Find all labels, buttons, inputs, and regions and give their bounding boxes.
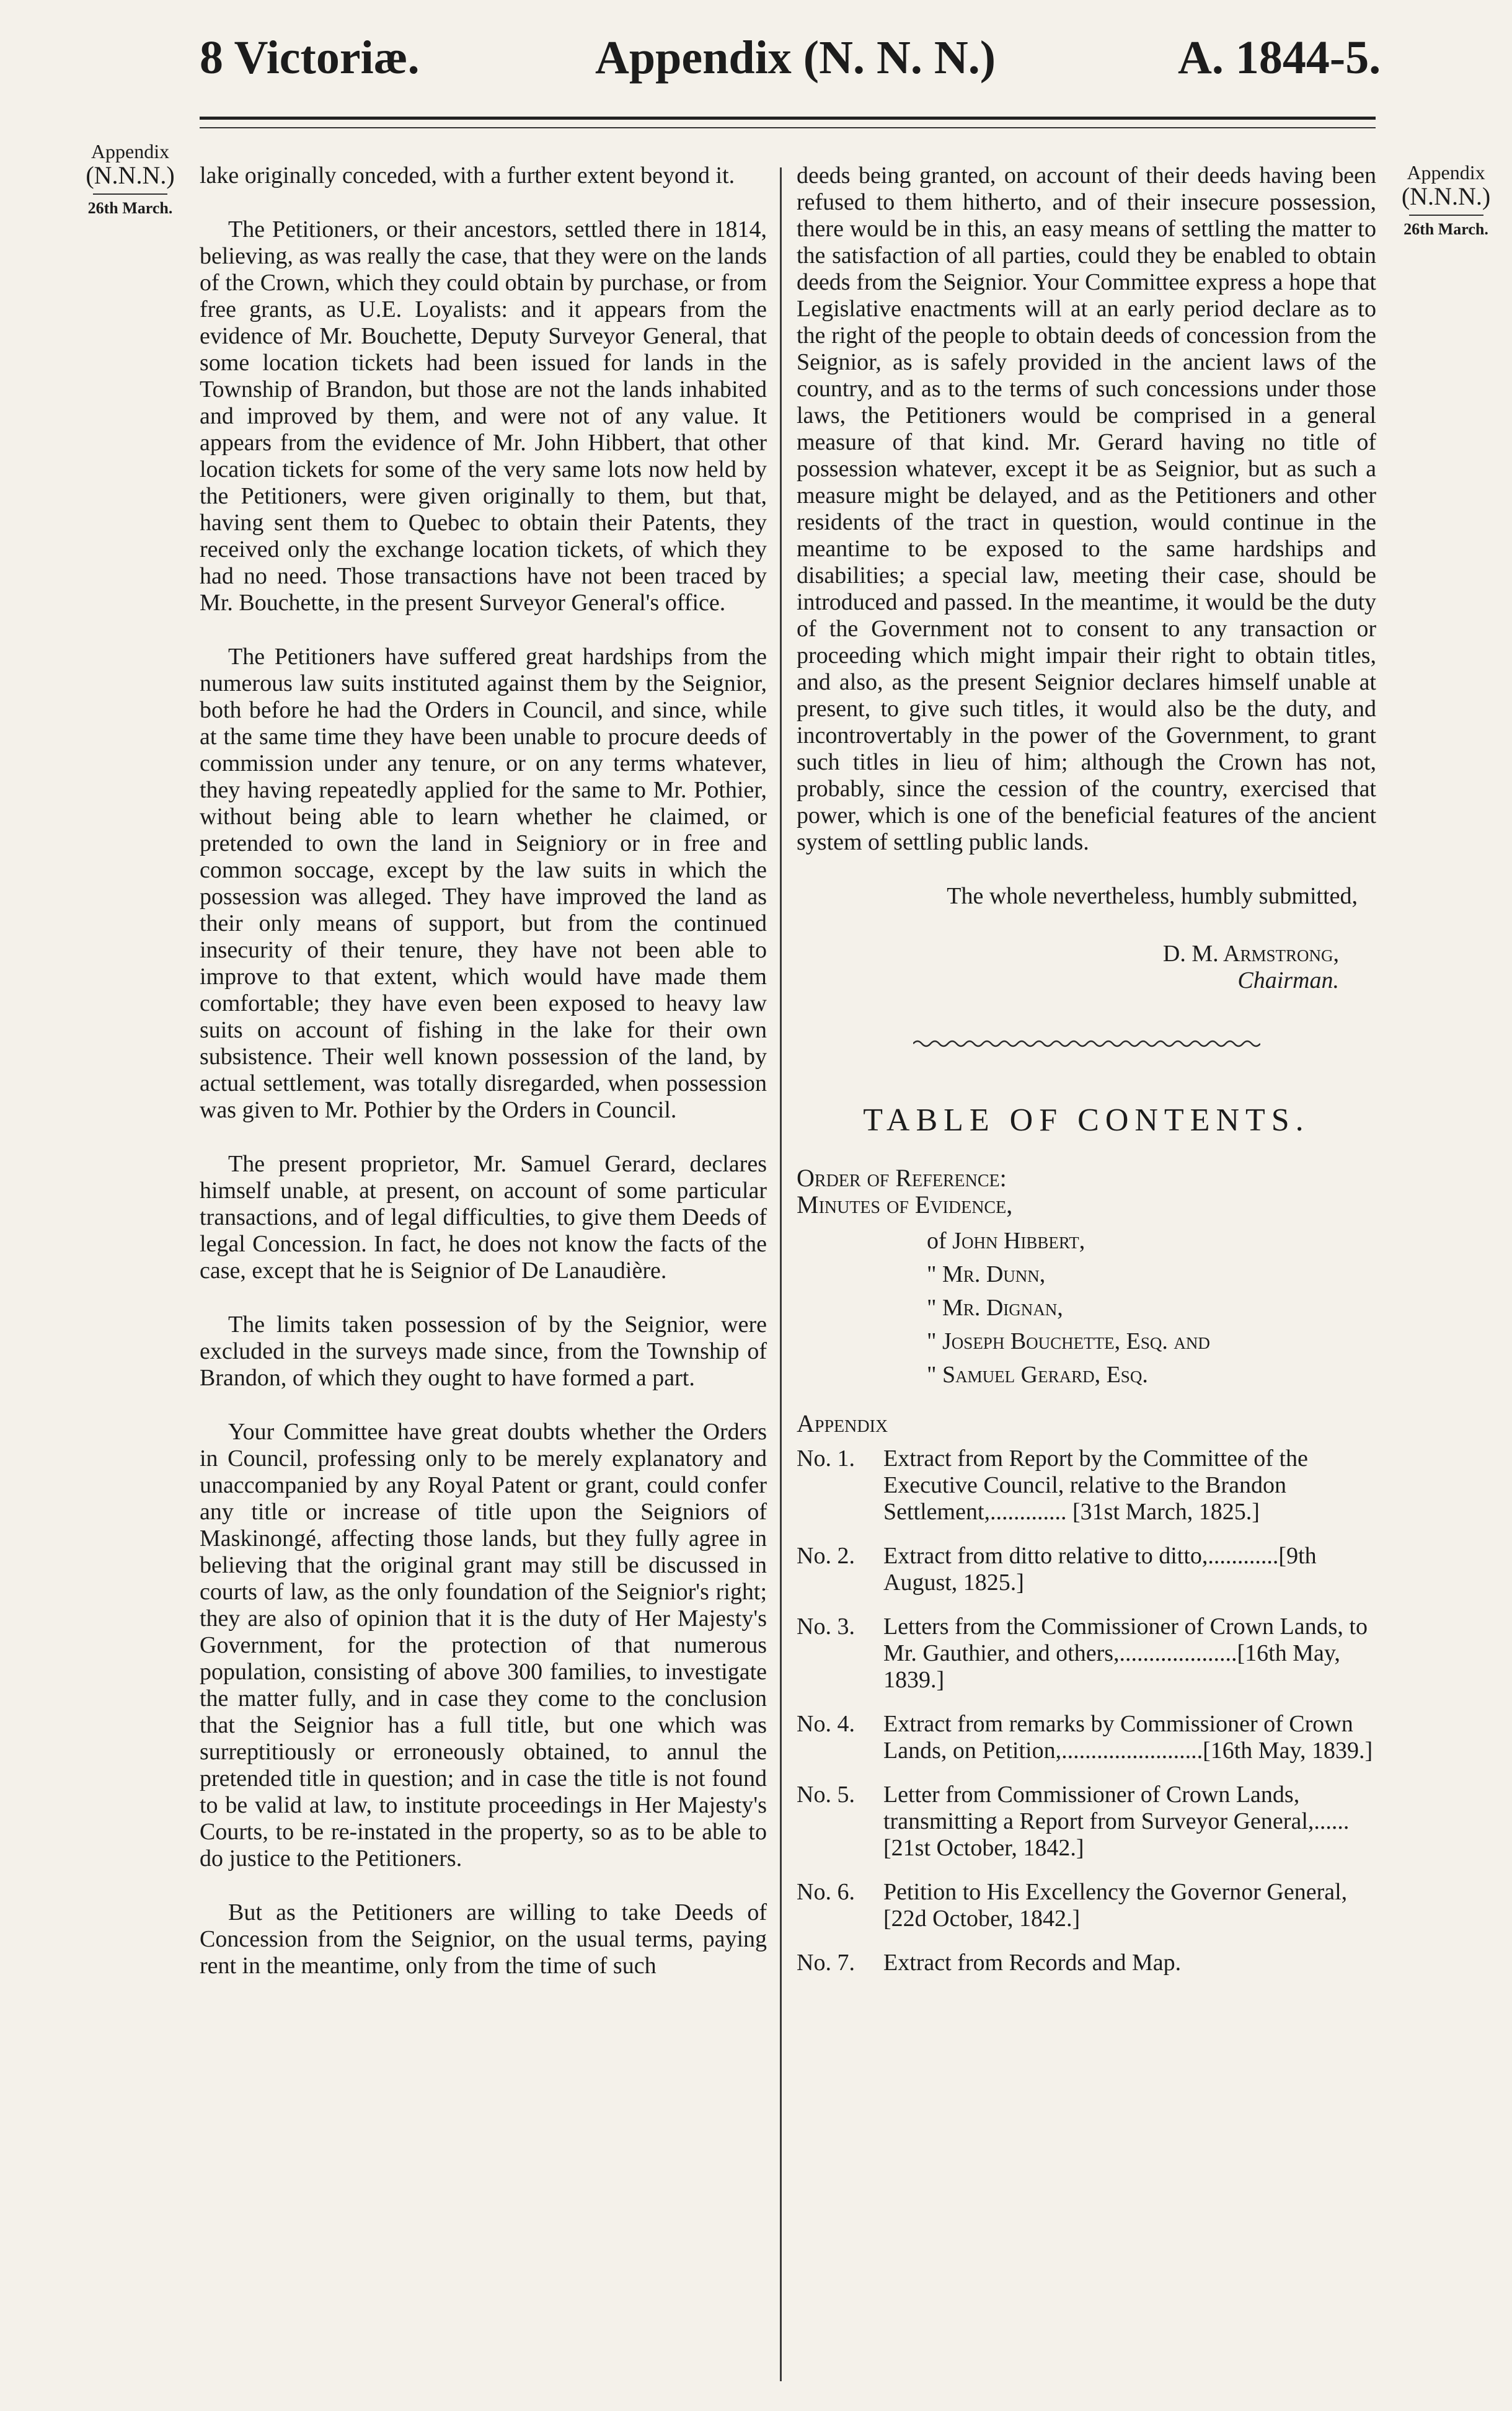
right-column <box>797 162 1376 1994</box>
witness-name: Mr. Dunn, <box>942 1261 1046 1287</box>
margin-appendix-label: Appendix <box>1407 161 1485 184</box>
witness-prefix: " <box>927 1328 937 1354</box>
witness-prefix: " <box>927 1362 937 1388</box>
paragraph: The Petitioners have suffered great hardships from the numerous law suits instituted against them by the Seignior, both before he had the Orders in Council, and since, while at the same time they have been unable to procure deeds of commission under any tenure, or on any terms whatever, they having repeatedly applied for the same to Mr. Pothier, without being able to learn whether he claimed, or pretended to own the land in Seigniory or in free and common soccage, except by the law suits in which the possession was alleged. They have improved the land as their only means of support, but from the continued insecurity of their tenure, they have not been able to improve to that extent, which would have made them comfortable; they have even been exposed to heavy law suits on account of fishing in the lake for their own subsistence. Their well known possession of the land, by actual settlement, was totally disregarded, when possession was given to Mr. Pothier by the Orders in Council. <box>200 644 767 1123</box>
header-year: A. 1844-5. <box>1178 32 1381 84</box>
list-item <box>927 1325 1376 1358</box>
list-item <box>927 1258 1376 1291</box>
appendix-description: Extract from ditto relative to ditto,............[9th August, 1825.] <box>883 1543 1317 1596</box>
appendix-item <box>797 1445 1376 1525</box>
toc-title: TABLE OF CONTENTS. <box>863 1103 1310 1138</box>
appendix-description: Letter from Commissioner of Crown Lands, transmitting a Report from Surveyor General,......[21st October, 1842.] <box>883 1782 1350 1861</box>
appendix-item <box>797 1879 1376 1932</box>
appendix-number: No. 7. <box>797 1950 855 1976</box>
appendix-number: No. 6. <box>797 1879 855 1905</box>
witness-name: Joseph Bouchette, Esq. and <box>942 1328 1210 1354</box>
appendix-number: No. 4. <box>797 1711 855 1737</box>
header-rule <box>200 117 1376 120</box>
paragraph: The present proprietor, Mr. Samuel Gerard, declares himself unable, at present, on account of some particular transactions, and of legal difficulties, to give them Deeds of legal Concession. In fact, he does not know the facts of the case, except that he is Seignior of De Lanaudière. <box>200 1151 767 1284</box>
witness-prefix: " <box>927 1295 937 1321</box>
margin-note-right <box>1382 162 1510 238</box>
paragraph: deeds being granted, on account of their deeds having been refused to them hitherto, and of their insecure possession, there would be in this, an easy means of settling the matter to the satisfaction of all parties, could they be enabled to obtain deeds from the Seignior. Your Committee express a hope that Legislative enactments will at an early period declare as to the right of the people to obtain deeds of concession from the Seignior, as is safely provided in the ancient laws of the country, and as to the terms of such concessions under those laws, the Petitioners would be comprised in a general measure of that kind. Mr. Gerard having no title of possession whatever, except it be as Seignior, but as such a measure might be delayed, and as the Petitioners and other residents of the tract in question, would continue in the meantime to be exposed to the same hardships and disabilities; a special law, meeting their case, should be introduced and passed. In the meantime, it would be the duty of the Government not to consent to any transaction or proceeding which might impair their right to obtain titles, and also, as the present Seignior declares himself unable at present, to give such titles, it would also be the duty, and incontrovertably in the power of the Government, to grant such titles in lieu of him; although the Crown has not, probably, since the cession of the country, exercised that power, which is one of the beneficial features of the ancient system of settling public lands. <box>797 162 1376 855</box>
signatory-title: Chairman. <box>1237 967 1339 993</box>
paragraph: The limits taken possession of by the Seignior, were excluded in the surveys made since, from the Township of Brandon, of which they ought to have formed a part. <box>200 1312 767 1391</box>
margin-note-left <box>65 141 195 216</box>
appendix-item <box>797 1614 1376 1694</box>
margin-divider <box>1409 215 1483 216</box>
appendix-item <box>797 1711 1376 1764</box>
appendix-description: Petition to His Excellency the Governor General,[22d October, 1842.] <box>883 1879 1348 1932</box>
signature-block <box>797 941 1339 994</box>
margin-date: 26th March. <box>1404 220 1488 238</box>
paragraph: lake originally conceded, with a further extent beyond it. <box>200 162 735 189</box>
margin-divider <box>93 193 167 195</box>
appendix-description: Letters from the Commissioner of Crown Lands, to Mr. Gauthier, and others,....................[16th May, 1839.] <box>883 1614 1368 1693</box>
list-item <box>927 1358 1376 1392</box>
column-divider <box>780 167 782 2381</box>
witness-prefix: of <box>927 1228 947 1254</box>
margin-appendix-code: (N.N.N.) <box>1401 182 1491 210</box>
header-rule-thin <box>200 127 1376 128</box>
appendix-number: No. 5. <box>797 1782 855 1808</box>
paragraph: But as the Petitioners are willing to take Deeds of Concession from the Seignior, on the usual terms, paying rent in the meantime, only from the time of such <box>200 1899 767 1979</box>
appendix-number: No. 3. <box>797 1614 855 1640</box>
witness-name: John Hibbert, <box>952 1228 1085 1254</box>
witness-prefix: " <box>927 1261 937 1287</box>
paragraph: The Petitioners, or their ancestors, settled there in 1814, believing, as was really the case, that they were on the lands of the Crown, which they could obtain by purchase, or from free grants, as U.E. Loyalists: and it appears from the evidence of Mr. Bouchette, Deputy Surveyor General, that some location tickets had been issued for lands in the Township of Brandon, but those are not the lands inhabited and improved by them, and were not of any value. It appears from the evidence of Mr. John Hibbert, that other location tickets for some of the very same lots now held by the Petitioners, were given originally to them, but that, having sent them to Quebec to obtain their Patents, they received only the exchange location tickets, of which they had no need. Those transactions have not been traced by Mr. Bouchette, in the present Surveyor General's office. <box>200 216 767 616</box>
appendix-number: No. 2. <box>797 1543 855 1569</box>
toc-appendix-heading: Appendix <box>797 1410 888 1437</box>
left-column <box>200 162 767 2007</box>
margin-date: 26th March. <box>87 198 173 217</box>
header-session: 8 Victoriæ. <box>200 32 420 84</box>
margin-appendix-code: (N.N.N.) <box>86 161 175 189</box>
paragraph: Your Committee have great doubts whether the Orders in Council, professing only to be merely explanatory and unaccompanied by any Royal Patent or grant, could confer any title or increase of title upon the Seigniors of Maskinongé, affecting those lands, but they fully agree in believing that the original grant may still be discussed in courts of law, as the only foundation of the Seignior's right; they are also of opinion that it is the duty of Her Majesty's Government, for the protection of that numerous population, consisting of above 300 families, to investigate the matter fully, and in case they come to the conclusion that the Seignior has a full title, but one which was surreptitiously or erroneously obtained, to annul the pretended title in question; and in case the title is not found to be valid at law, to institute proceedings in Her Majesty's Courts, to be re-instated in the property, so as to be able to do justice to the Petitioners. <box>200 1419 767 1872</box>
witness-list <box>927 1224 1376 1392</box>
ornamental-rule <box>913 1037 1260 1050</box>
header-title: Appendix (N. N. N.) <box>595 32 996 84</box>
appendix-description: Extract from Records and Map. <box>883 1950 1182 1976</box>
appendix-item <box>797 1782 1376 1862</box>
appendix-item <box>797 1543 1376 1596</box>
witness-name: Samuel Gerard, Esq. <box>942 1362 1148 1388</box>
appendix-item <box>797 1950 1376 1976</box>
signatory-name: D. M. Armstrong, <box>1162 941 1339 967</box>
witness-name: Mr. Dignan, <box>942 1295 1063 1321</box>
submission-line: The whole nevertheless, humbly submitted, <box>947 883 1358 909</box>
appendix-description: Extract from remarks by Commissioner of Crown Lands, on Petition,........................[16th May, 1839.] <box>883 1711 1373 1764</box>
list-item <box>927 1224 1376 1258</box>
margin-appendix-label: Appendix <box>91 140 170 162</box>
toc-minutes-heading: Minutes of Evidence, <box>797 1191 1013 1219</box>
appendix-description: Extract from Report by the Committee of the Executive Council, relative to the Brandon Settlement,............. [31st March, 1825.] <box>883 1445 1308 1525</box>
list-item <box>927 1291 1376 1325</box>
toc-order-of-reference: Order of Reference: <box>797 1164 1007 1192</box>
appendix-number: No. 1. <box>797 1445 855 1472</box>
